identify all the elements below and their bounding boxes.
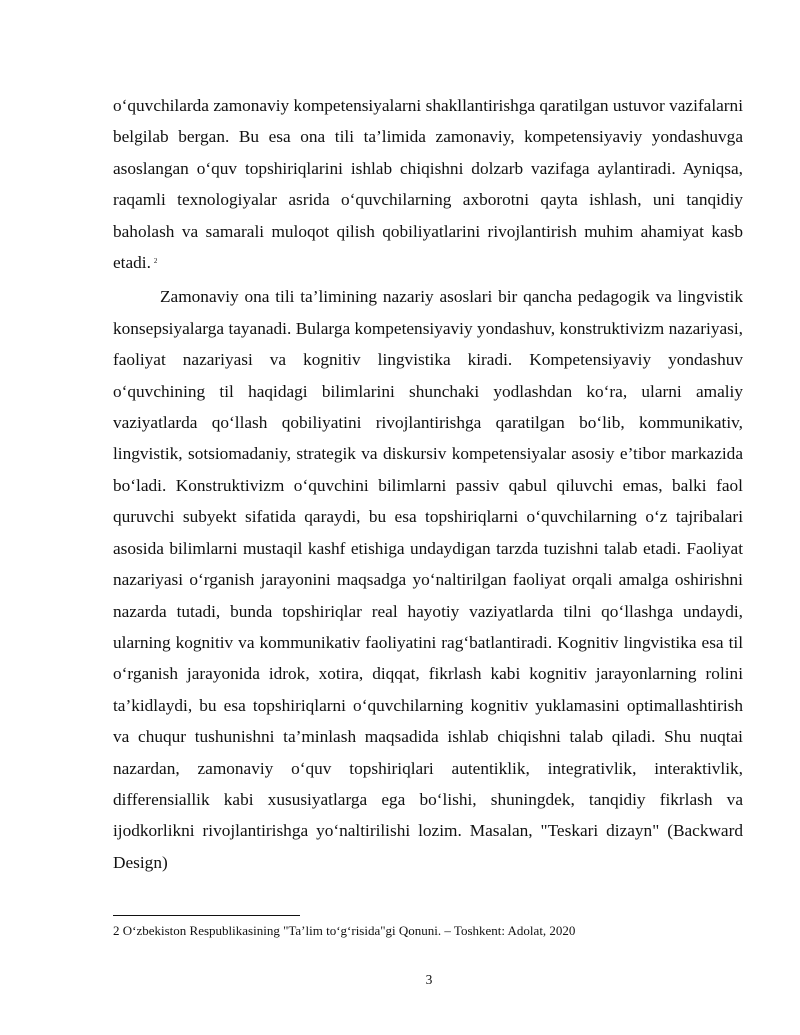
body-text — [113, 90, 743, 878]
footnote-separator — [113, 915, 300, 916]
footnote-reference-mark: 2 — [153, 257, 158, 266]
page-number: 3 — [425, 972, 433, 987]
paragraph-continuation — [113, 90, 743, 278]
paragraph-2 — [113, 281, 743, 878]
footnote: 2 O‘zbekiston Respublikasining "Ta’lim to‘g‘risida"gi Qonuni. – Toshkent: Adolat, 2020 — [113, 923, 576, 938]
paragraph-2-text: Zamonaviy ona tili ta’limining nazariy asoslari bir qancha pedagogik va lingvistik konsepsiyalarga tayanadi. Bularga kompetensiyaviy yondashuv, konstruktivizm nazariyasi, faoliyat nazariyasi va kognitiv lingvistika kiradi. Kompetensiyaviy yondashuv o‘quvchining til haqidagi bilimlarini shunchaki yodlashdan ko‘ra, ularni amaliy vaziyatlarda qo‘llash qobiliyatini rivojlantirishga qaratilgan bo‘lib, kommunikativ, lingvistik, sotsiomadaniy, strategik va diskursiv kompetensiyalar asosiy e’tibor markazida bo‘ladi. Konstruktivizm o‘quvchini bilimlarni passiv qabul qiluvchi emas, balki faol quruvchi subyekt sifatida qaraydi, bu esa topshiriqlarni o‘quvchilarning o‘z tajribalari asosida bilimlarni mustaqil kashf etishiga undaydigan tarzda tuzishni talab etadi. Faoliyat nazariyasi o‘rganish jarayonini maqsadga yo‘naltirilgan faoliyat orqali amalga oshirishni nazarda tutadi, bunda topshiriqlar real hayotiy vaziyatlarda tilni qo‘llashga undaydi, ularning kognitiv va kommunikativ faoliyatini rag‘batlantiradi. Kognitiv lingvistika esa til o‘rganish jarayonida idrok, xotira, diqqat, fikrlash kabi kognitiv jarayonlarning rolini ta’kidlaydi, bu esa topshiriqlarni o‘quvchilarning kognitiv yuklamasini optimallashtirish va chuqur tushunishni ta’minlash maqsadida ishlab chiqishni talab qiladi. Shu nuqtai nazardan, zamonaviy o‘quv topshiriqlari autentiklik, integrativlik, interaktivlik, differensiallik kabi xususiyatlarga ega bo‘lishi, shuningdek, tanqidiy fikrlash va ijodkorlikni rivojlantirishga yo‘naltirilishi lozim. Masalan, "Teskari dizayn" (Backward Design) — [113, 287, 743, 872]
paragraph-1-text: o‘quvchilarda zamonaviy kompetensiyalarni shakllantirishga qaratilgan ustuvor vazifalarni belgilab bergan. Bu esa ona tili ta’limida zamonaviy, kompetensiyaviy yondashuvga asoslangan o‘quv topshiriqlarini ishlab chiqishni dolzarb vazifaga aylantiradi. Ayniqsa, raqamli texnologiyalar asrida o‘quvchilarning axborotni qayta ishlash, uni tanqidiy baholash va samarali muloqot qilish qobiliyatlarini rivojlantirish muhim ahamiyat kasb etadi. — [113, 96, 743, 273]
